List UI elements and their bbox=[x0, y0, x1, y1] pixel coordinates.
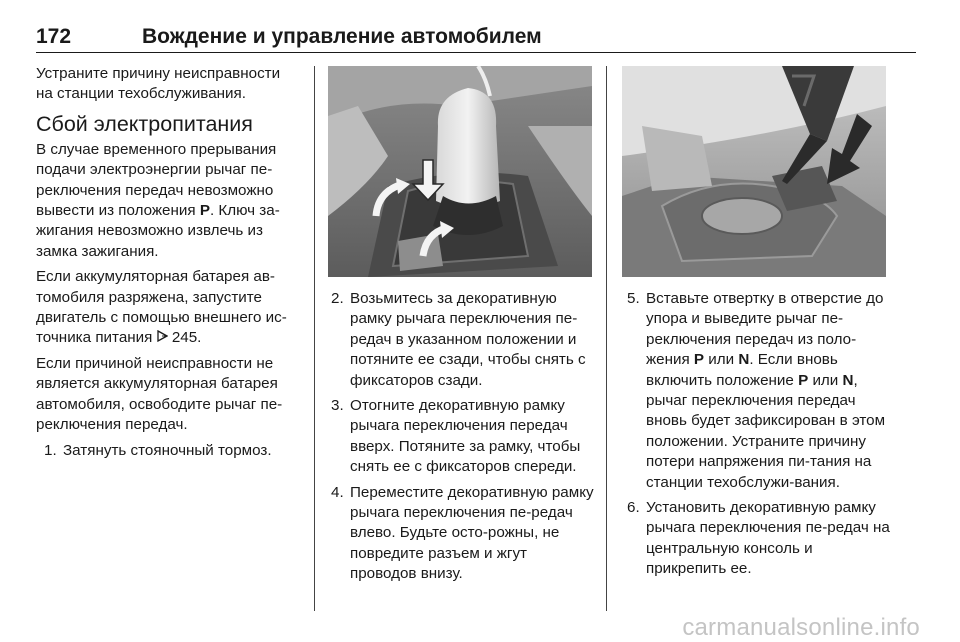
page-reference-icon bbox=[157, 328, 168, 348]
page-reference[interactable]: 245. bbox=[171, 329, 202, 347]
step-4 bbox=[331, 483, 595, 585]
page-title: Вождение и управление автомобилем bbox=[142, 25, 542, 48]
gear-p-label: P bbox=[798, 371, 809, 389]
text-run: В случае временного прерывания подачи электроэнергии рычаг пе-реключения передач невозможно вывести из положения bbox=[36, 140, 277, 220]
page-header bbox=[36, 24, 916, 53]
column-divider-left bbox=[314, 66, 315, 611]
photo-gear-lever-trim bbox=[328, 66, 592, 277]
step-text: Установить декоративную рамку рычага переключения пе-редач на центральную консоль и прикрепить ее. bbox=[646, 499, 890, 578]
column-1 bbox=[36, 64, 300, 466]
text-run: или bbox=[704, 351, 739, 369]
step-1 bbox=[44, 441, 300, 461]
step-number: 2. bbox=[331, 290, 344, 307]
step-text: Затянуть стояночный тормоз. bbox=[63, 441, 272, 459]
step-6 bbox=[627, 498, 891, 580]
text-run: или bbox=[808, 371, 843, 389]
step-text: Переместите декоративную рамку рычага переключения пе-редач влево. Будьте осто-рожны, не повредите разъем и жгут проводов внизу. bbox=[350, 483, 594, 583]
photo-screwdriver-release bbox=[622, 66, 886, 277]
intro-text: Устраните причину неисправности на станции техобслуживания. bbox=[36, 65, 281, 103]
column-divider-right bbox=[606, 66, 607, 611]
text-run: Если аккумуляторная батарея ав-томобиля разряжена, запустите двигатель с помощью внешнего ис-точника питания bbox=[36, 268, 287, 347]
step-number: 6. bbox=[627, 499, 640, 517]
gear-n-label: N bbox=[842, 371, 854, 389]
step-number: 4. bbox=[331, 483, 344, 501]
step-text: Отогните декоративную рамку рычага переключения передач вверх. Потяните за рамку, чтобы снять ее с фиксаторов спереди. bbox=[350, 397, 581, 476]
section-title: Сбой электропитания bbox=[36, 111, 253, 136]
column-2 bbox=[331, 289, 595, 590]
step-2 bbox=[331, 289, 595, 391]
step-3 bbox=[331, 396, 595, 478]
text-run: , рычаг переключения передач вновь будет зафиксирован в этом положении. Устраните причину потери напряжения пи-тания на станции техобслужи-вания. bbox=[646, 371, 886, 491]
step-text bbox=[646, 289, 891, 493]
column-3 bbox=[627, 289, 891, 585]
step-number: 3. bbox=[331, 397, 344, 415]
gear-p-label: P bbox=[693, 351, 705, 369]
watermark: carmanualsonline.info bbox=[682, 614, 920, 641]
step-5 bbox=[627, 289, 891, 493]
paragraph-power-failure bbox=[36, 140, 300, 262]
text-run: Вставьте отвертку в отверстие до упора и выведите рычаг пе-реключения передач из поло-жения bbox=[646, 290, 884, 369]
text-run: . Если вновь включить положение bbox=[646, 351, 838, 389]
text-run: . Ключ за-жигания невозможно извлечь из замка зажигания. bbox=[36, 202, 280, 260]
step-number: 5. bbox=[627, 290, 640, 307]
paragraph-battery bbox=[36, 267, 300, 349]
page-number: 172 bbox=[36, 25, 72, 48]
gear-n-label: N bbox=[738, 351, 750, 369]
paragraph-release-lever: Если причиной неисправности не является аккумуляторная батарея автомобиля, освободите рычаг пе-реключения передач. bbox=[36, 354, 283, 434]
gear-p-label: P bbox=[199, 202, 210, 220]
step-number: 1. bbox=[44, 441, 57, 459]
step-text: Возьмитесь за декоративную рамку рычага переключения пе-редач в указанном положении и потяните ее сзади, чтобы снять с фиксаторов сзади. bbox=[350, 290, 586, 389]
